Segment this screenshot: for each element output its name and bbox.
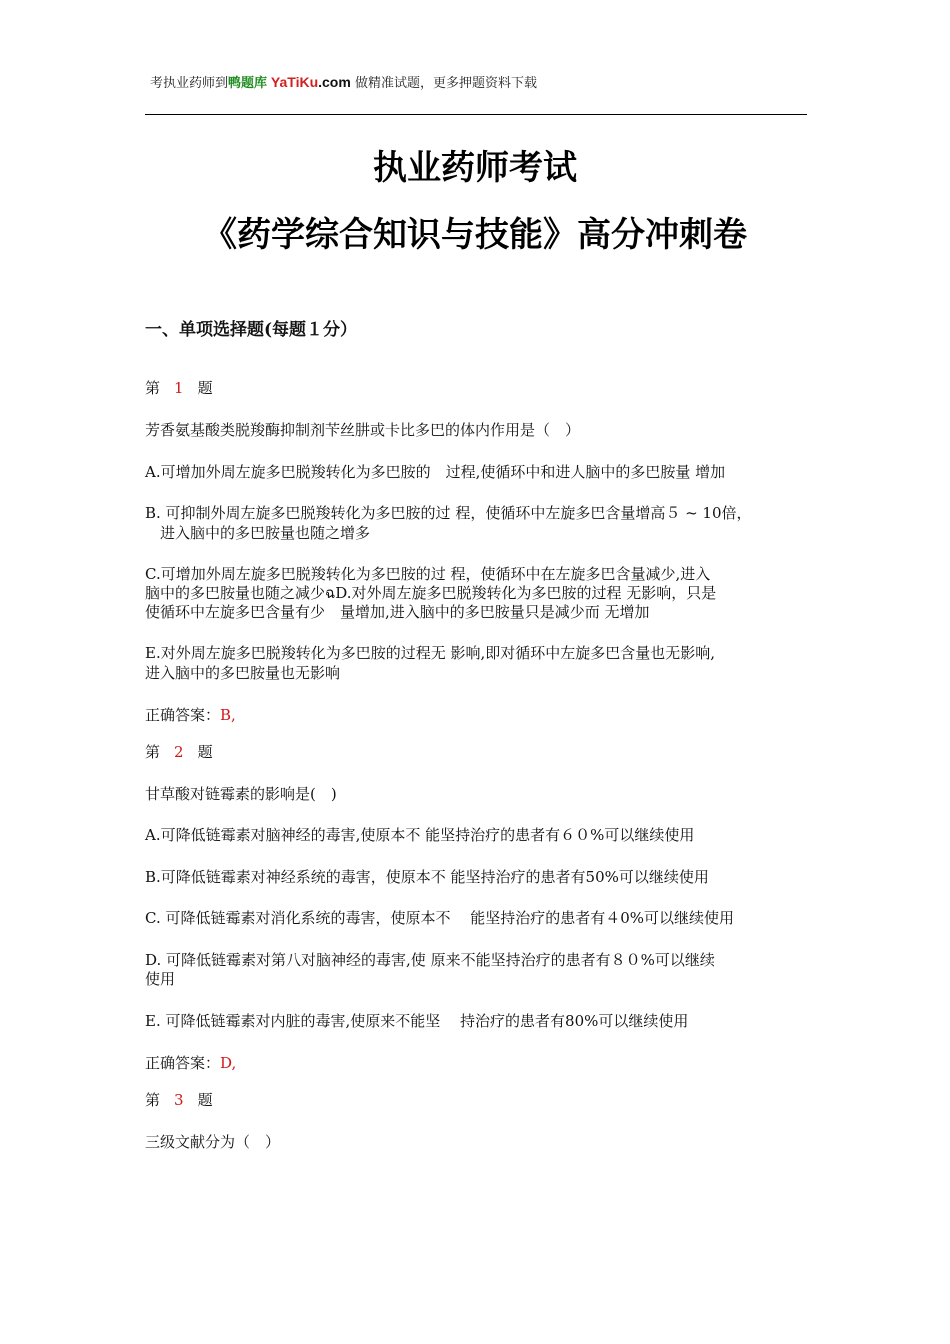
document-title-line1: 执业药师考试 xyxy=(373,148,577,188)
question-1-stem: 芳香氨基酸类脱羧酶抑制剂苄丝肼或卡比多巴的体内作用是（ ） xyxy=(145,421,581,439)
header-prefix: 考执业药师到 xyxy=(150,76,229,91)
question-2-option-a: A.可降低链霉素对脑神经的毒害,使原本不 能坚持治疗的患者有６０%可以继续使用 xyxy=(145,826,695,844)
brand-domain-suffix[interactable]: .com xyxy=(318,74,351,90)
question-label-pre: 第 xyxy=(145,379,161,397)
header-banner xyxy=(150,72,537,91)
answer-value: D, xyxy=(220,1054,237,1072)
question-2-stem: 甘草酸对链霉素的影响是( ) xyxy=(145,785,337,803)
question-1-option-e-line1: E.对外周左旋多巴脱羧转化为多巴胺的过程无 影响,即对循环中左旋多巴含量也无影响, xyxy=(145,644,716,662)
answer-value: B, xyxy=(220,706,236,724)
question-2-option-e: E. 可降低链霉素对内脏的毒害,使原来不能坚 持治疗的患者有80%可以继续使用 xyxy=(145,1012,689,1030)
question-number: 3 xyxy=(174,1091,184,1109)
question-label-post: 题 xyxy=(197,1091,213,1109)
question-3-label xyxy=(145,1090,213,1110)
question-1-label xyxy=(145,378,213,398)
question-number: 1 xyxy=(174,379,184,397)
document-title-line2: 《药学综合知识与技能》高分冲刺卷 xyxy=(203,215,747,255)
brand-chinese-name[interactable]: 鸭题库 xyxy=(228,76,268,91)
question-1-option-c-line2: 脑中的多巴胺量也随之减少ฉD.对外周左旋多巴脱羧转化为多巴胺的过程 无影响，只是 xyxy=(145,584,717,602)
question-number: 2 xyxy=(174,743,184,761)
header-suffix: 做精准试题，更多押题资料下载 xyxy=(350,76,537,91)
question-3-stem: 三级文献分为（ ） xyxy=(145,1133,281,1151)
question-2-option-d-line2: 使用 xyxy=(145,970,176,988)
brand-english-name[interactable]: YaTiKu xyxy=(267,74,319,90)
question-label-post: 题 xyxy=(197,379,213,397)
question-label-pre: 第 xyxy=(145,743,161,761)
question-2-label xyxy=(145,742,213,762)
question-1-option-a: A.可增加外周左旋多巴脱羧转化为多巴胺的 过程,使循环中和进人脑中的多巴胺量 增加 xyxy=(145,463,726,481)
question-1-option-b-line1: B. 可抑制外周左旋多巴脱羧转化为多巴胺的过 程，使循环中左旋多巴含量增高５ ~ 10倍， xyxy=(145,504,752,522)
question-1-option-e-line2: 进入脑中的多巴胺量也无影响 xyxy=(145,664,341,682)
question-2-option-c: C. 可降低链霉素对消化系统的毒害，使原本不 能坚持治疗的患者有４0%可以继续使用 xyxy=(145,909,735,927)
answer-label: 正确答案： xyxy=(145,706,221,724)
section-heading: 一、单项选择题(每题１分） xyxy=(145,320,358,340)
question-2-option-b: B.可降低链霉素对神经系统的毒害，使原本不 能坚持治疗的患者有50%可以继续使用 xyxy=(145,868,709,886)
question-1-option-b-line2: 进入脑中的多巴胺量也随之增多 xyxy=(145,524,371,542)
question-1-answer xyxy=(145,705,236,725)
header-divider xyxy=(145,114,807,115)
question-label-pre: 第 xyxy=(145,1091,161,1109)
question-1-option-c-line3: 使循环中左旋多巴含量有少 量增加,进入脑中的多巴胺量只是减少而 无增加 xyxy=(145,603,650,621)
question-1-option-c-line1: C.可增加外周左旋多巴脱羧转化为多巴胺的过 程，使循环中在左旋多巴含量减少,进入 xyxy=(145,565,711,583)
question-label-post: 题 xyxy=(197,743,213,761)
question-2-answer xyxy=(145,1053,236,1073)
question-2-option-d-line1: D. 可降低链霉素对第八对脑神经的毒害,使 原来不能坚持治疗的患者有８０%可以继续 xyxy=(145,951,715,969)
answer-label: 正确答案： xyxy=(145,1054,221,1072)
